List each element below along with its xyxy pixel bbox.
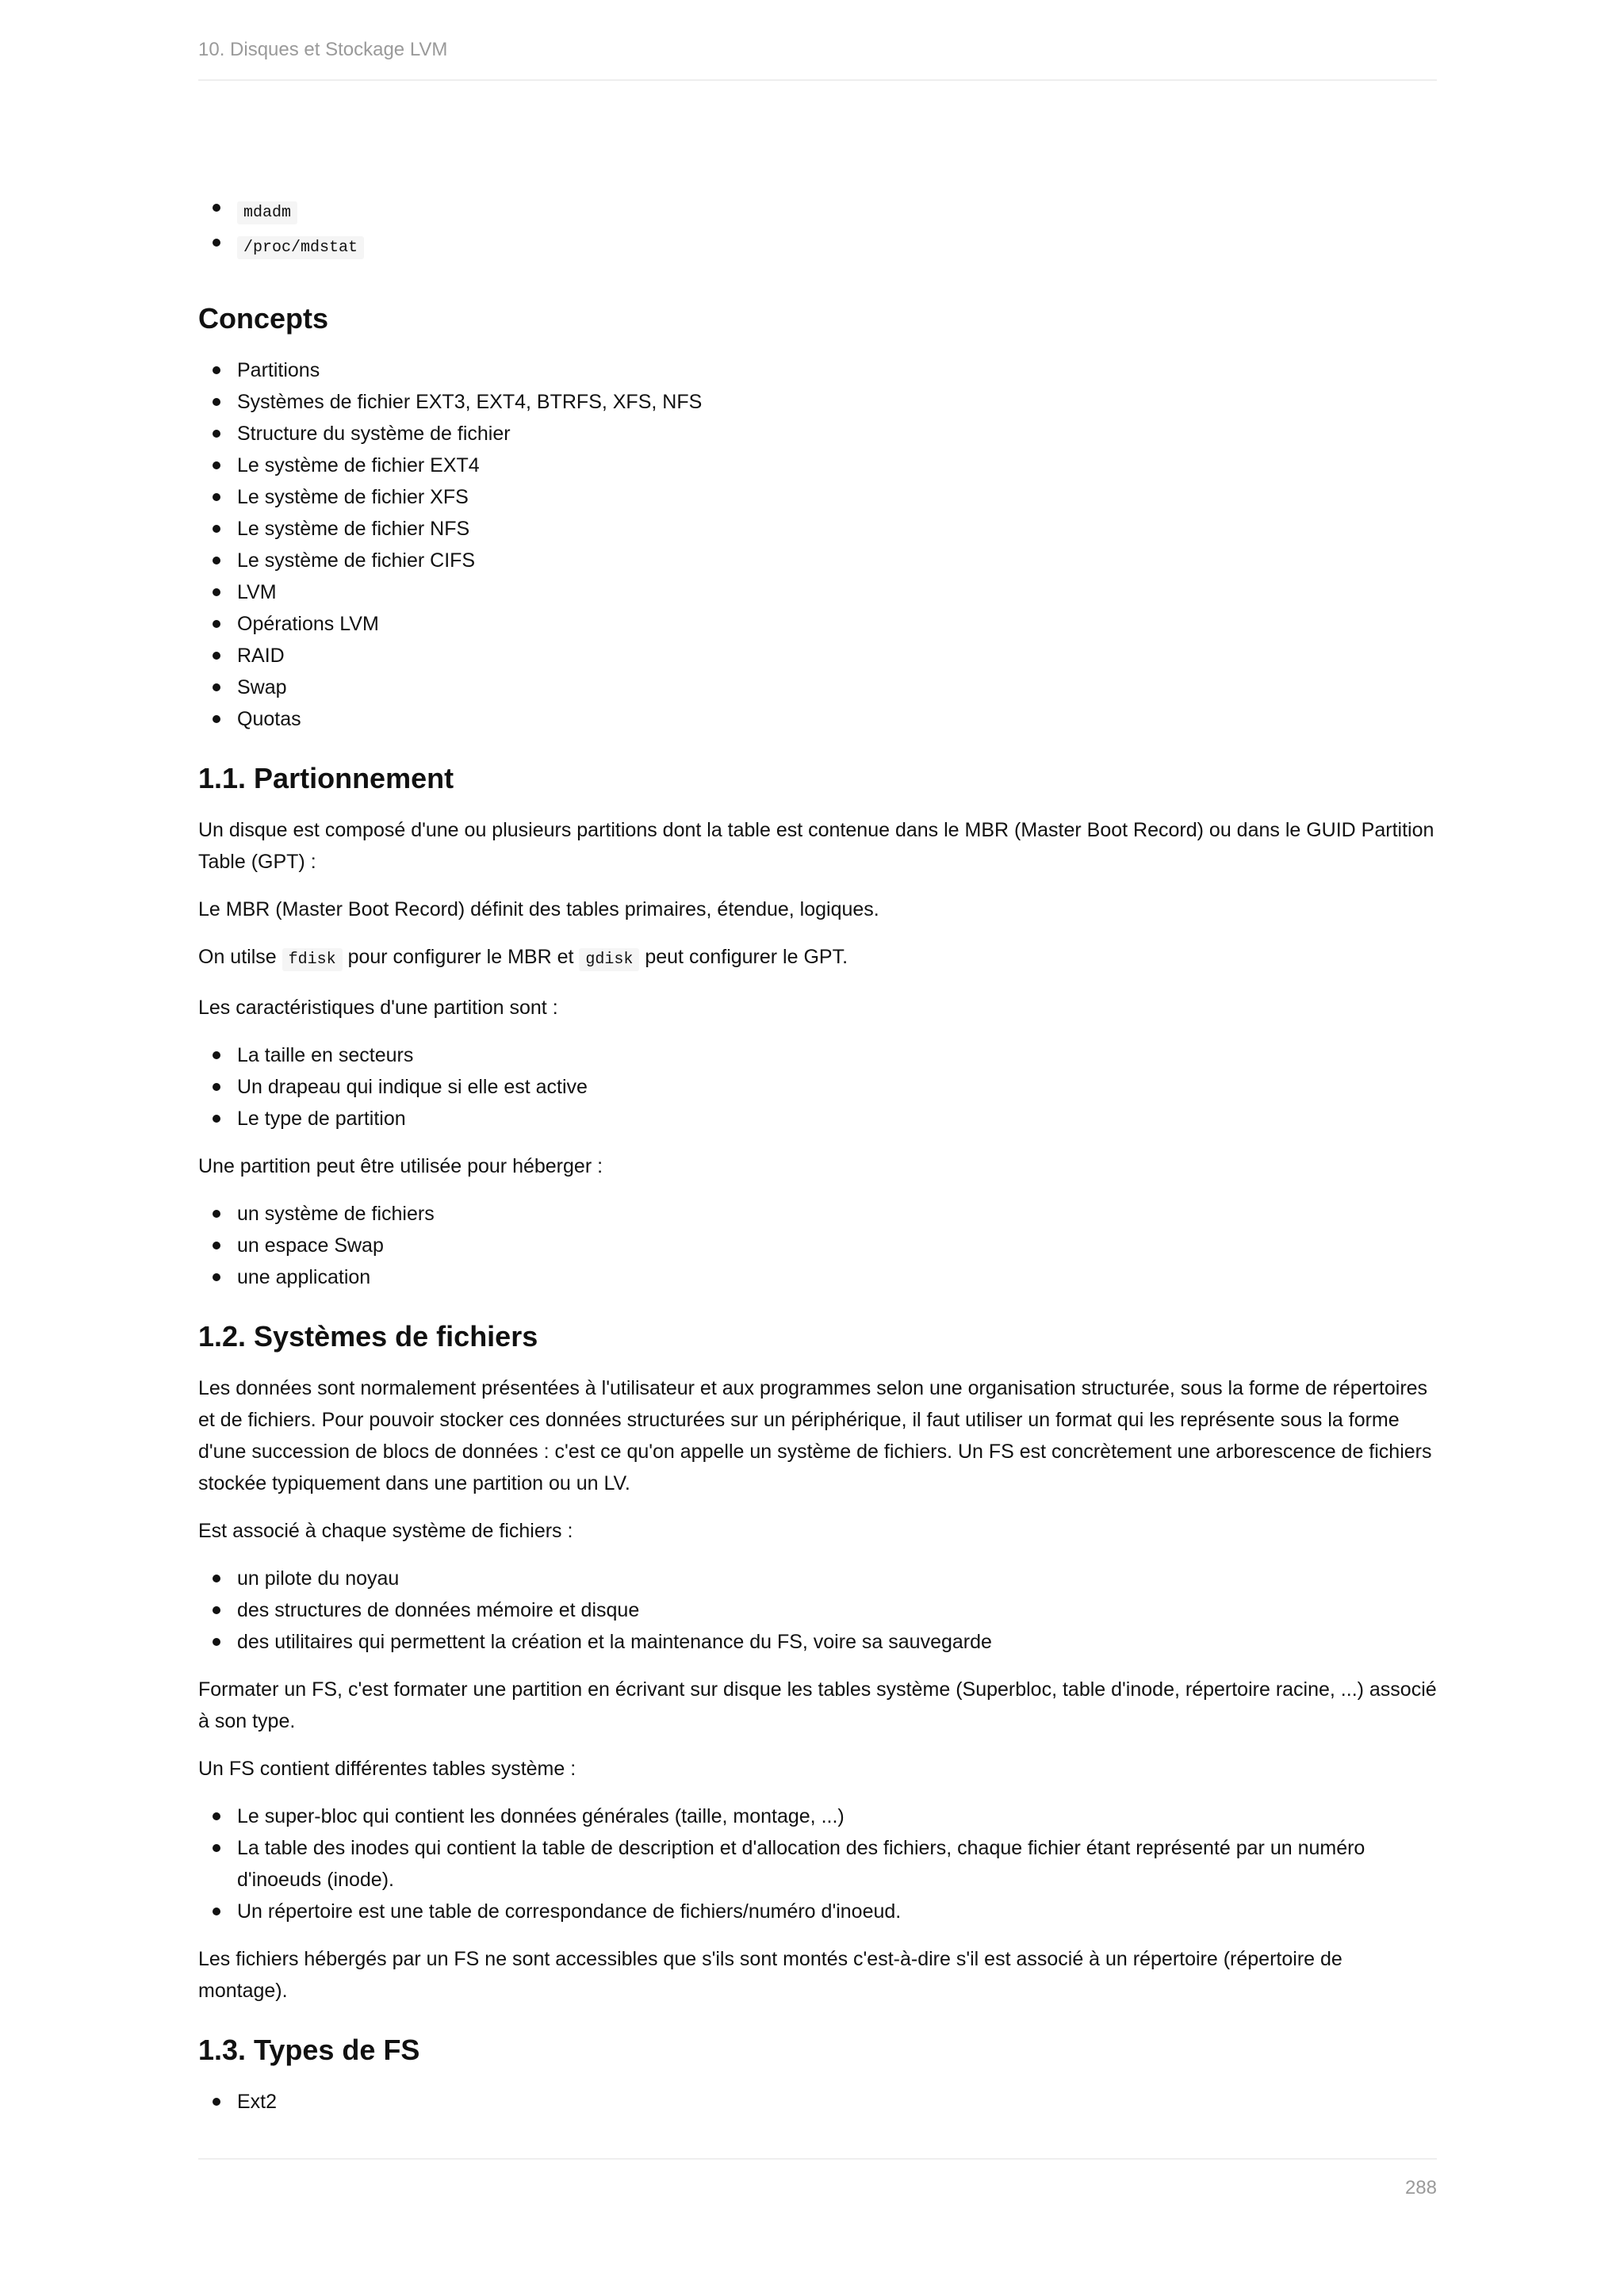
list-item: Le super-bloc qui contient les données générales (taille, montage, ...) (237, 1800, 1437, 1832)
fs-components-list (198, 1563, 1437, 1658)
list-item: Swap (237, 672, 1437, 703)
list-item: un pilote du noyau (237, 1563, 1437, 1594)
partition-features-list (198, 1039, 1437, 1135)
inline-code: gdisk (579, 948, 639, 971)
inline-code: /proc/mdstat (237, 236, 364, 259)
paragraph: Une partition peut être utilisée pour héberger : (198, 1155, 603, 1177)
list-item: Le système de fichier NFS (237, 513, 1437, 545)
list-item: Opérations LVM (237, 608, 1437, 640)
chapter-title: 10. Disques et Stockage LVM (198, 39, 448, 60)
list-item: La taille en secteurs (237, 1039, 1437, 1071)
list-item: Un répertoire est une table de correspondance de fichiers/numéro d'inoeud. (237, 1896, 1437, 1927)
paragraph: Le MBR (Master Boot Record) définit des tables primaires, étendue, logiques. (198, 898, 879, 920)
paragraph: Est associé à chaque système de fichiers : (198, 1520, 573, 1542)
list-item: Structure du système de fichier (237, 418, 1437, 450)
list-item: une application (237, 1261, 1437, 1293)
fs-types-list (198, 2086, 1437, 2118)
paragraph: Formater un FS, c'est formater une partition en écrivant sur disque les tables système (Superbloc, table d'inode, répertoire racine, ...) associé à son type. (198, 1678, 1437, 1732)
list-item: RAID (237, 640, 1437, 672)
page-number: 288 (1404, 2177, 1437, 2198)
paragraph: Les fichiers hébergés par un FS ne sont accessibles que s'ils sont montés c'est-à-dire s'il est associé à un répertoire (répertoire de montage). (198, 1948, 1342, 2002)
paragraph: Un disque est composé d'une ou plusieurs partitions dont la table est contenue dans le MBR (Master Boot Record) ou dans le GUID Partition Table (GPT) : (198, 819, 1434, 873)
fs-tables-list (198, 1800, 1437, 1927)
section-heading-types: 1.3. Types de FS (198, 2034, 420, 2066)
section-heading-systemes: 1.2. Systèmes de fichiers (198, 1320, 538, 1353)
list-item: Le système de fichier CIFS (237, 545, 1437, 576)
text-run: peut configurer le GPT. (639, 946, 848, 968)
paragraph: Les données sont normalement présentées à l'utilisateur et aux programmes selon une organisation structurée, sous la forme de répertoires et de fichiers. Pour pouvoir stocker ces données structurées sur un périphérique, il faut utiliser un format qui les représente sous la forme d'une succession de blocs de données : c'est ce qu'on appelle un système de fichiers. Un FS est concrètement une arborescence de fichiers stockée typiquement dans une partition ou un LV. (198, 1377, 1432, 1494)
list-item: LVM (237, 576, 1437, 608)
inline-code: fdisk (282, 948, 343, 971)
list-item: Quotas (237, 703, 1437, 735)
list-item (237, 194, 1437, 229)
list-item (237, 229, 1437, 264)
list-item: un système de fichiers (237, 1198, 1437, 1230)
concepts-heading: Concepts (198, 302, 329, 335)
paragraph: Les caractéristiques d'une partition sont : (198, 997, 558, 1019)
text-run: pour configurer le MBR et (342, 946, 580, 968)
paragraph (198, 941, 1437, 976)
list-item: Le système de fichier EXT4 (237, 450, 1437, 481)
concepts-list (198, 354, 1437, 735)
list-item: un espace Swap (237, 1230, 1437, 1261)
command-list (198, 194, 1437, 264)
partition-uses-list (198, 1198, 1437, 1293)
list-item: Le système de fichier XFS (237, 481, 1437, 513)
list-item: Partitions (237, 354, 1437, 386)
text-run: On utilse (198, 946, 282, 968)
list-item: Un drapeau qui indique si elle est active (237, 1071, 1437, 1103)
list-item: des structures de données mémoire et disque (237, 1594, 1437, 1626)
list-item: Le type de partition (237, 1103, 1437, 1135)
section-heading-partitionnement: 1.1. Partionnement (198, 762, 454, 794)
list-item: Ext2 (237, 2086, 1437, 2118)
page-content (198, 194, 1437, 2118)
inline-code: mdadm (237, 201, 297, 224)
list-item: des utilitaires qui permettent la création et la maintenance du FS, voire sa sauvegarde (237, 1626, 1437, 1658)
paragraph: Un FS contient différentes tables système : (198, 1758, 576, 1780)
page-footer (198, 2158, 1437, 2199)
page-header (198, 36, 1437, 81)
list-item: Systèmes de fichier EXT3, EXT4, BTRFS, XFS, NFS (237, 386, 1437, 418)
list-item: La table des inodes qui contient la table de description et d'allocation des fichiers, chaque fichier étant représenté par un numéro d'inoeuds (inode). (237, 1832, 1437, 1896)
